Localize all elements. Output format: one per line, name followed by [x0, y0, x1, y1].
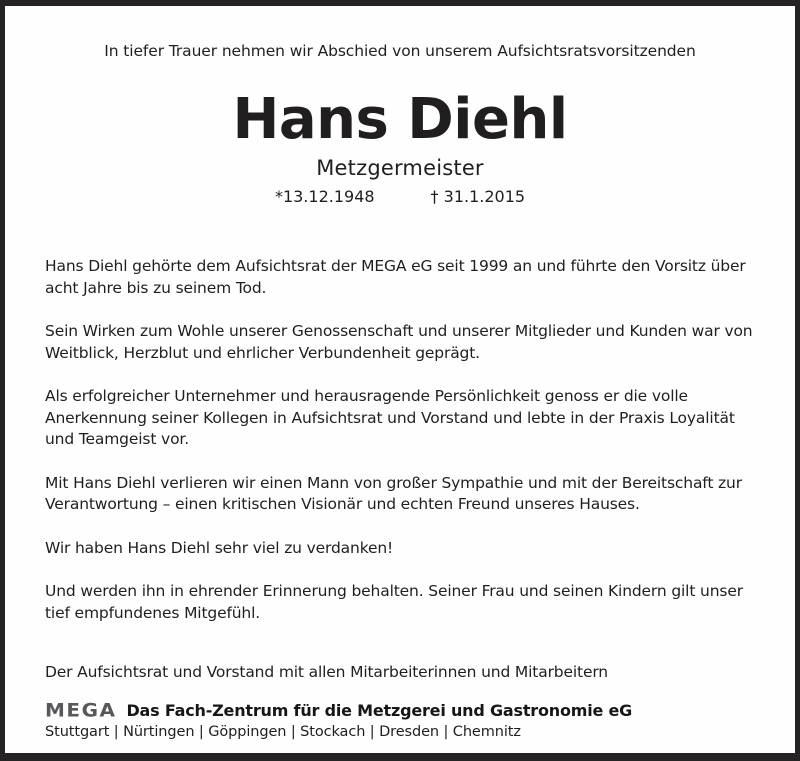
paragraph-1: Hans Diehl gehörte dem Aufsichtsrat der MEGA eG seit 1999 an und führte den Vorsitz über acht Jahre bis zu seinem Tod. — [45, 257, 746, 297]
paragraph-3: Als erfolgreicher Unternehmer und herausragende Persönlichkeit genoss er die volle Anerkennung seiner Kollegen in Aufsichtsrat und Vorstand und lebte in der Praxis Loyalität und Teamgeist vor. — [45, 387, 735, 449]
notice-content — [5, 42, 795, 740]
life-dates — [45, 187, 755, 206]
company-footer — [45, 697, 755, 740]
obituary-body — [45, 256, 755, 684]
paragraph-4: Mit Hans Diehl verlieren wir einen Mann von großer Sympathie und mit der Bereitschaft zur Verantwortung – einen kritischen Visionär und echten Freund unseres Hauses. — [45, 473, 742, 514]
company-line — [45, 697, 755, 721]
paragraph-5: Wir haben Hans Diehl sehr viel zu verdanken! — [45, 538, 394, 557]
company-name: Das Fach-Zentrum für die Metzgerei und Gastronomie eG — [126, 700, 633, 720]
birth-date: *13.12.1948 — [274, 187, 375, 207]
paragraph-6: Und werden ihn in ehrender Erinnerung behalten. Seiner Frau und seinen Kindern gilt unser tief empfundenes Mitgefühl. — [45, 582, 743, 622]
intro-line: In tiefer Trauer nehmen wir Abschied von unserem Aufsichtsratsvorsitzenden — [104, 42, 696, 60]
death-date: † 31.1.2015 — [430, 187, 526, 207]
company-locations: Stuttgart | Nürtingen | Göppingen | Stockach | Dresden | Chemnitz — [45, 723, 521, 740]
deceased-name: Hans Diehl — [232, 87, 568, 152]
paragraph-2: Sein Wirken zum Wohle unserer Genossenschaft und unserer Mitglieder und Kunden war von Weitblick, Herzblut und ehrlicher Verbundenheit geprägt. — [45, 322, 753, 362]
profession-line: Metzgermeister — [316, 156, 484, 181]
mega-logo: MEGA — [45, 698, 117, 721]
signature-line: Der Aufsichtsrat und Vorstand mit allen Mitarbeiterinnen und Mitarbeitern — [45, 663, 608, 682]
